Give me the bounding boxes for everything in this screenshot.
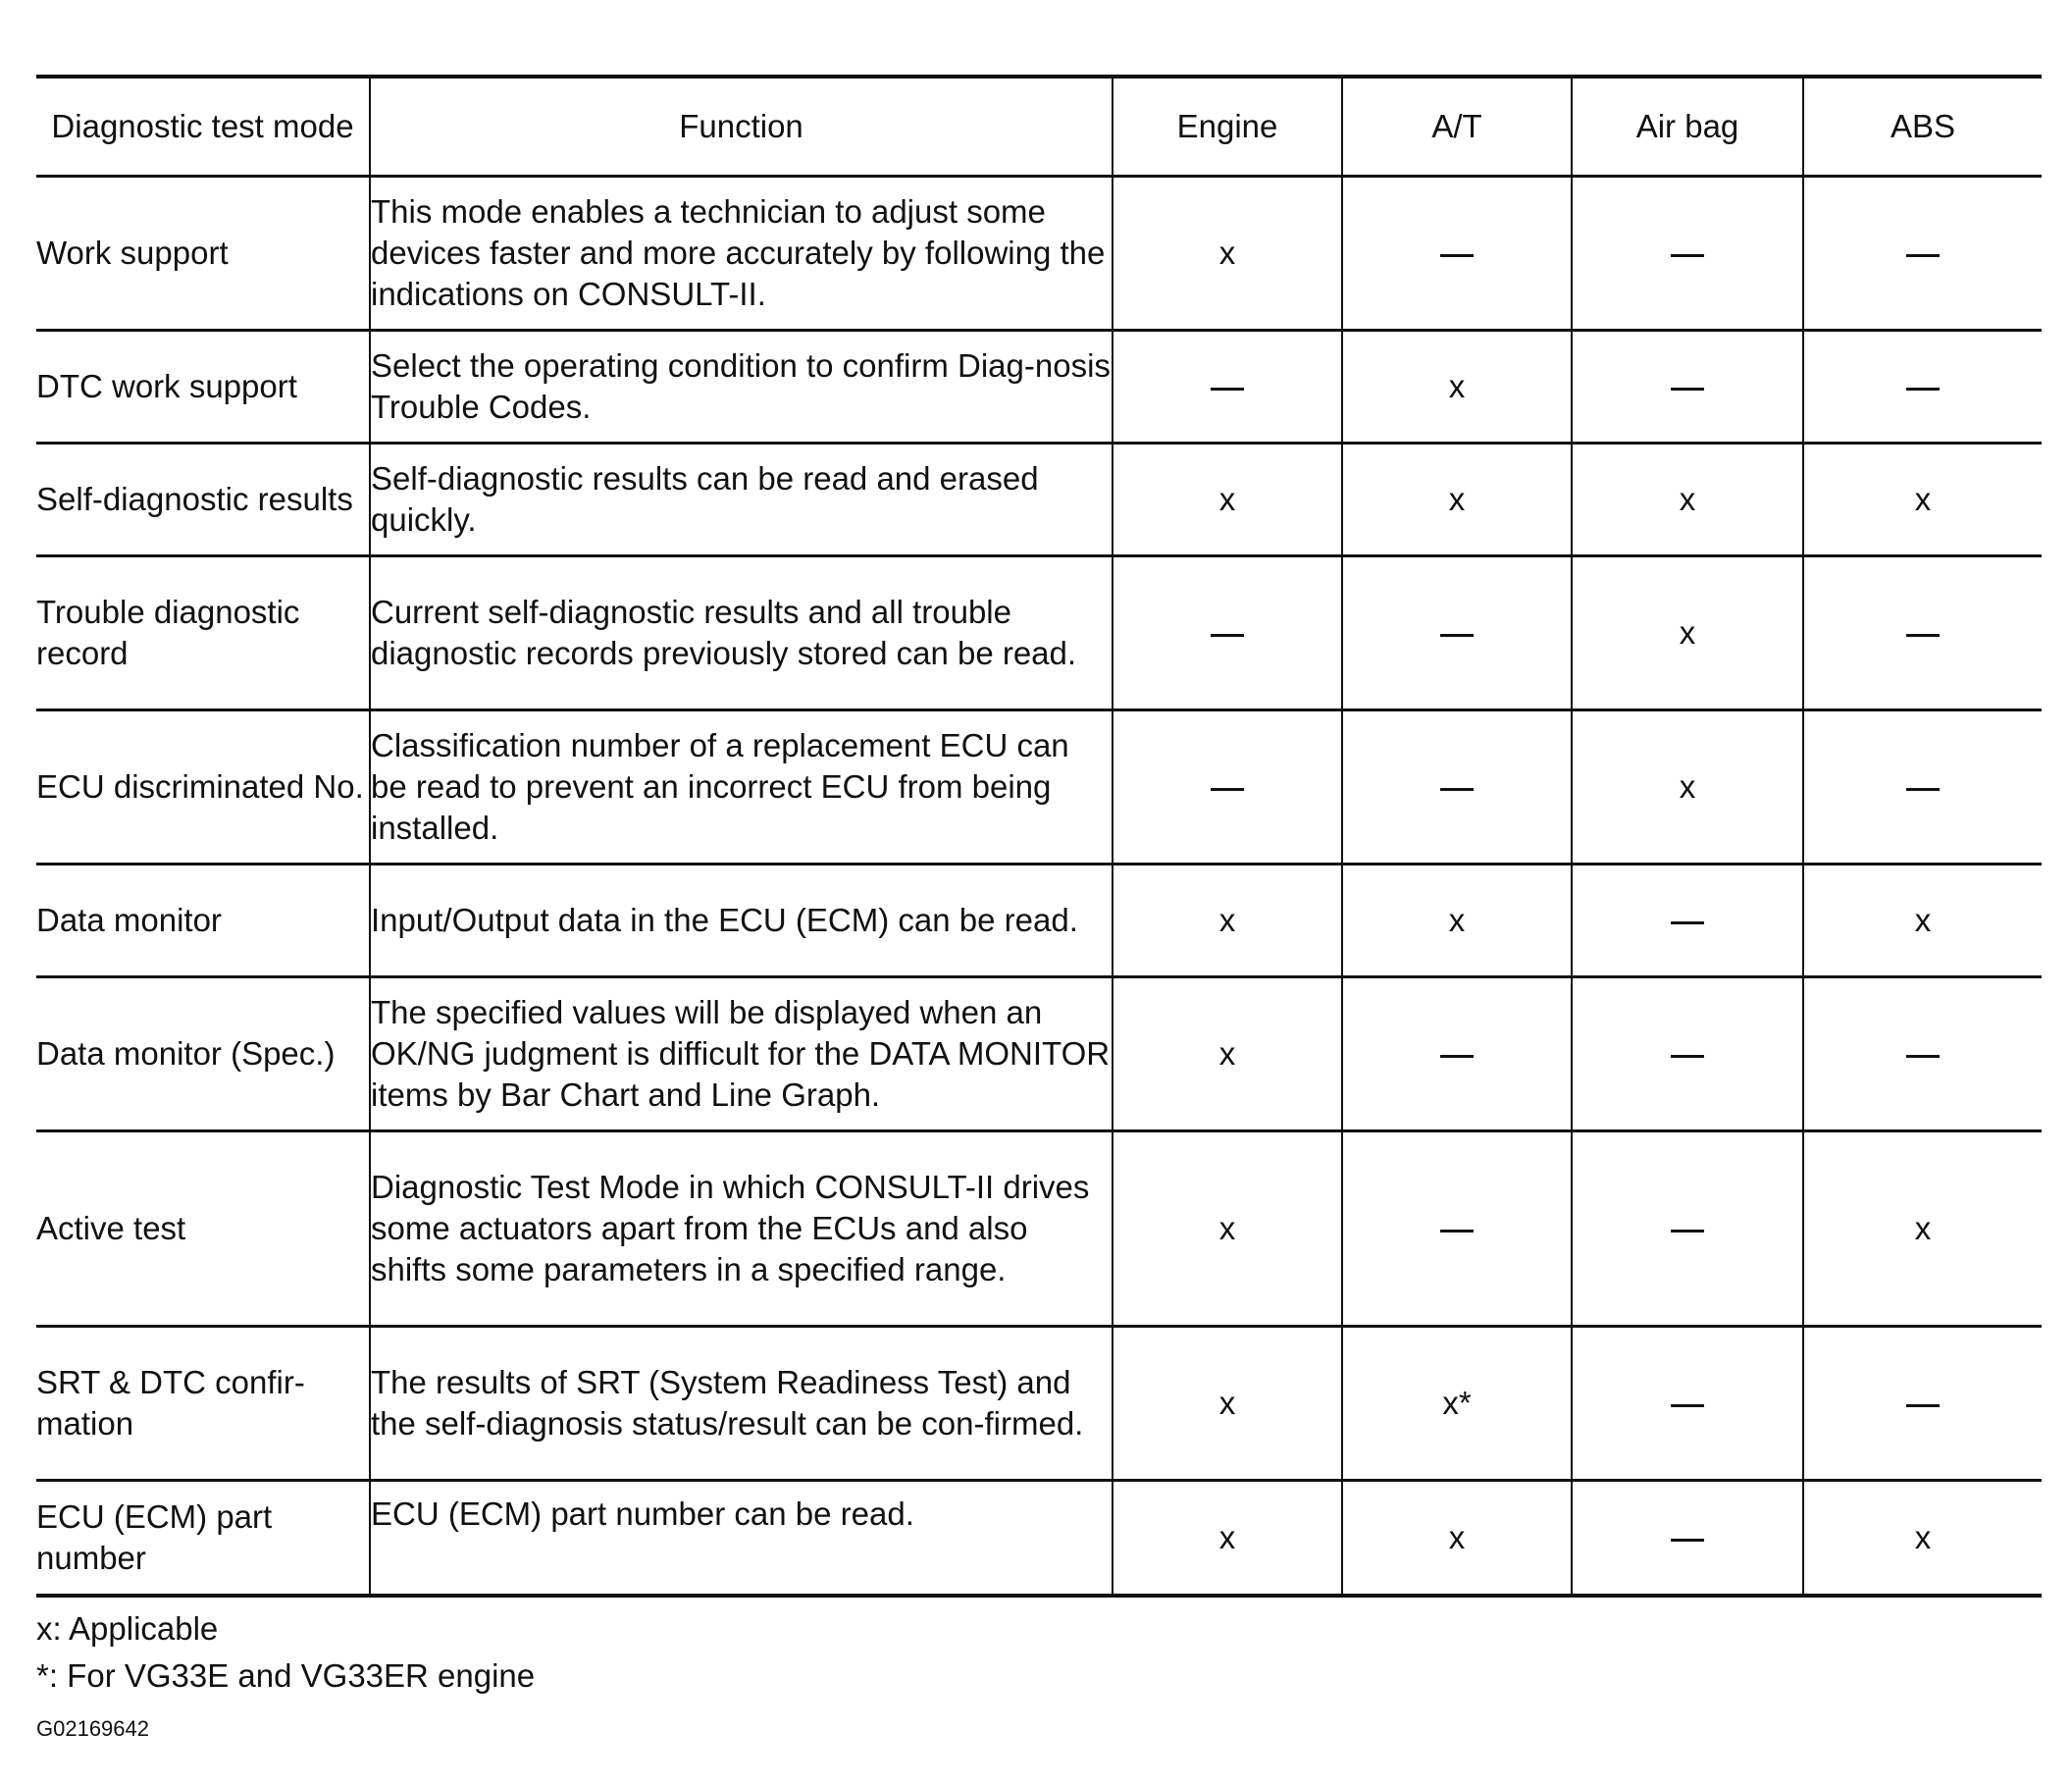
not-applicable-dash (1671, 1055, 1704, 1058)
applicable-mark: x (1218, 1519, 1236, 1555)
airbag-cell (1572, 177, 1803, 331)
abs-cell (1803, 1131, 2042, 1327)
document (36, 75, 2042, 1743)
header-engine: Engine (1113, 77, 1342, 177)
table-row (36, 177, 2042, 331)
applicable-mark: x (1448, 1519, 1466, 1555)
not-applicable-dash (1671, 1404, 1704, 1407)
engine-cell (1113, 1327, 1342, 1481)
table-row (36, 865, 2042, 977)
not-applicable-dash (1906, 254, 1940, 257)
not-applicable-dash (1906, 1055, 1940, 1058)
mode-cell: Data monitor (36, 865, 370, 977)
airbag-cell (1572, 1327, 1803, 1481)
abs-cell (1803, 556, 2042, 710)
airbag-cell (1572, 1131, 1803, 1327)
table-notes (36, 1605, 2042, 1700)
function-cell: The results of SRT (System Readiness Test) and the self-diagnosis status/result can be con-firmed. (370, 1327, 1113, 1481)
diagnostic-mode-table (36, 75, 2042, 1598)
not-applicable-dash (1671, 1230, 1704, 1233)
not-applicable-dash (1671, 1539, 1704, 1542)
applicable-mark: x (1218, 1210, 1236, 1246)
airbag-cell (1572, 710, 1803, 865)
not-applicable-dash (1211, 634, 1244, 637)
function-cell: Classification number of a replacement ECU can be read to prevent an incorrect ECU from being installed. (370, 710, 1113, 865)
applicable-mark: x* (1442, 1385, 1472, 1421)
mode-cell: Self-diagnostic results (36, 444, 370, 556)
table-row (36, 1131, 2042, 1327)
not-applicable-dash (1440, 1055, 1474, 1058)
not-applicable-dash (1440, 634, 1474, 637)
header-function: Function (370, 77, 1113, 177)
abs-cell (1803, 331, 2042, 444)
engine-cell (1113, 1481, 1342, 1597)
applicable-mark: x (1679, 768, 1696, 805)
function-cell: Select the operating condition to confirm Diag-nosis Trouble Codes. (370, 331, 1113, 444)
engine-cell (1113, 444, 1342, 556)
abs-cell (1803, 177, 2042, 331)
airbag-cell (1572, 977, 1803, 1131)
applicable-mark: x (1448, 481, 1466, 517)
engine-cell (1113, 710, 1342, 865)
at-cell (1342, 444, 1572, 556)
not-applicable-dash (1211, 388, 1244, 391)
at-cell (1342, 977, 1572, 1131)
applicable-mark: x (1914, 902, 1932, 938)
applicable-mark: x (1218, 1385, 1236, 1421)
function-cell: Diagnostic Test Mode in which CONSULT-II drives some actuators apart from the ECUs and also shifts some parameters in a specified range. (370, 1131, 1113, 1327)
not-applicable-dash (1440, 1230, 1474, 1233)
abs-cell (1803, 1481, 2042, 1597)
note-applicable: x: Applicable (36, 1610, 219, 1647)
table-row (36, 977, 2042, 1131)
note-footnote: *: For VG33E and VG33ER engine (36, 1657, 536, 1694)
mode-cell: Work support (36, 177, 370, 331)
at-cell (1342, 556, 1572, 710)
not-applicable-dash (1906, 634, 1940, 637)
airbag-cell (1572, 1481, 1803, 1597)
abs-cell (1803, 1327, 2042, 1481)
not-applicable-dash (1906, 1404, 1940, 1407)
engine-cell (1113, 556, 1342, 710)
mode-cell: Active test (36, 1131, 370, 1327)
not-applicable-dash (1671, 921, 1704, 924)
figure-id: G02169642 (36, 1716, 149, 1741)
applicable-mark: x (1218, 1035, 1236, 1072)
applicable-mark: x (1679, 614, 1696, 651)
at-cell (1342, 710, 1572, 865)
header-diagnostic-test-mode: Diagnostic test mode (36, 77, 370, 177)
table-row (36, 556, 2042, 710)
applicable-mark: x (1914, 481, 1932, 517)
airbag-cell (1572, 865, 1803, 977)
engine-cell (1113, 177, 1342, 331)
not-applicable-dash (1440, 254, 1474, 257)
not-applicable-dash (1671, 254, 1704, 257)
airbag-cell (1572, 444, 1803, 556)
not-applicable-dash (1906, 788, 1940, 791)
function-cell: Current self-diagnostic results and all trouble diagnostic records previously stored can be read. (370, 556, 1113, 710)
mode-cell: ECU (ECM) part number (36, 1481, 370, 1597)
abs-cell (1803, 444, 2042, 556)
mode-cell: DTC work support (36, 331, 370, 444)
table-row (36, 444, 2042, 556)
airbag-cell (1572, 331, 1803, 444)
function-cell: ECU (ECM) part number can be read. (370, 1481, 1113, 1597)
at-cell (1342, 1131, 1572, 1327)
at-cell (1342, 331, 1572, 444)
at-cell (1342, 177, 1572, 331)
mode-cell: SRT & DTC confir-mation (36, 1327, 370, 1481)
applicable-mark: x (1218, 902, 1236, 938)
mode-cell: ECU discriminated No. (36, 710, 370, 865)
applicable-mark: x (1218, 481, 1236, 517)
header-row (36, 77, 2042, 177)
applicable-mark: x (1448, 368, 1466, 404)
mode-cell: Trouble diagnostic record (36, 556, 370, 710)
function-cell: Self-diagnostic results can be read and erased quickly. (370, 444, 1113, 556)
not-applicable-dash (1671, 388, 1704, 391)
applicable-mark: x (1218, 235, 1236, 271)
header-abs: ABS (1803, 77, 2042, 177)
at-cell (1342, 1327, 1572, 1481)
engine-cell (1113, 977, 1342, 1131)
abs-cell (1803, 865, 2042, 977)
header-airbag: Air bag (1572, 77, 1803, 177)
not-applicable-dash (1906, 388, 1940, 391)
abs-cell (1803, 710, 2042, 865)
header-at: A/T (1342, 77, 1572, 177)
applicable-mark: x (1914, 1210, 1932, 1246)
at-cell (1342, 865, 1572, 977)
function-cell: Input/Output data in the ECU (ECM) can be read. (370, 865, 1113, 977)
table-row (36, 710, 2042, 865)
applicable-mark: x (1679, 481, 1696, 517)
at-cell (1342, 1481, 1572, 1597)
applicable-mark: x (1914, 1519, 1932, 1555)
not-applicable-dash (1440, 788, 1474, 791)
table-row (36, 331, 2042, 444)
applicable-mark: x (1448, 902, 1466, 938)
function-cell: The specified values will be displayed when an OK/NG judgment is difficult for the DATA MONITOR items by Bar Chart and Line Graph. (370, 977, 1113, 1131)
mode-cell: Data monitor (Spec.) (36, 977, 370, 1131)
engine-cell (1113, 1131, 1342, 1327)
abs-cell (1803, 977, 2042, 1131)
table-row (36, 1481, 2042, 1597)
function-cell: This mode enables a technician to adjust some devices faster and more accurately by following the indications on CONSULT-II. (370, 177, 1113, 331)
table-row (36, 1327, 2042, 1481)
engine-cell (1113, 865, 1342, 977)
airbag-cell (1572, 556, 1803, 710)
not-applicable-dash (1211, 788, 1244, 791)
engine-cell (1113, 331, 1342, 444)
